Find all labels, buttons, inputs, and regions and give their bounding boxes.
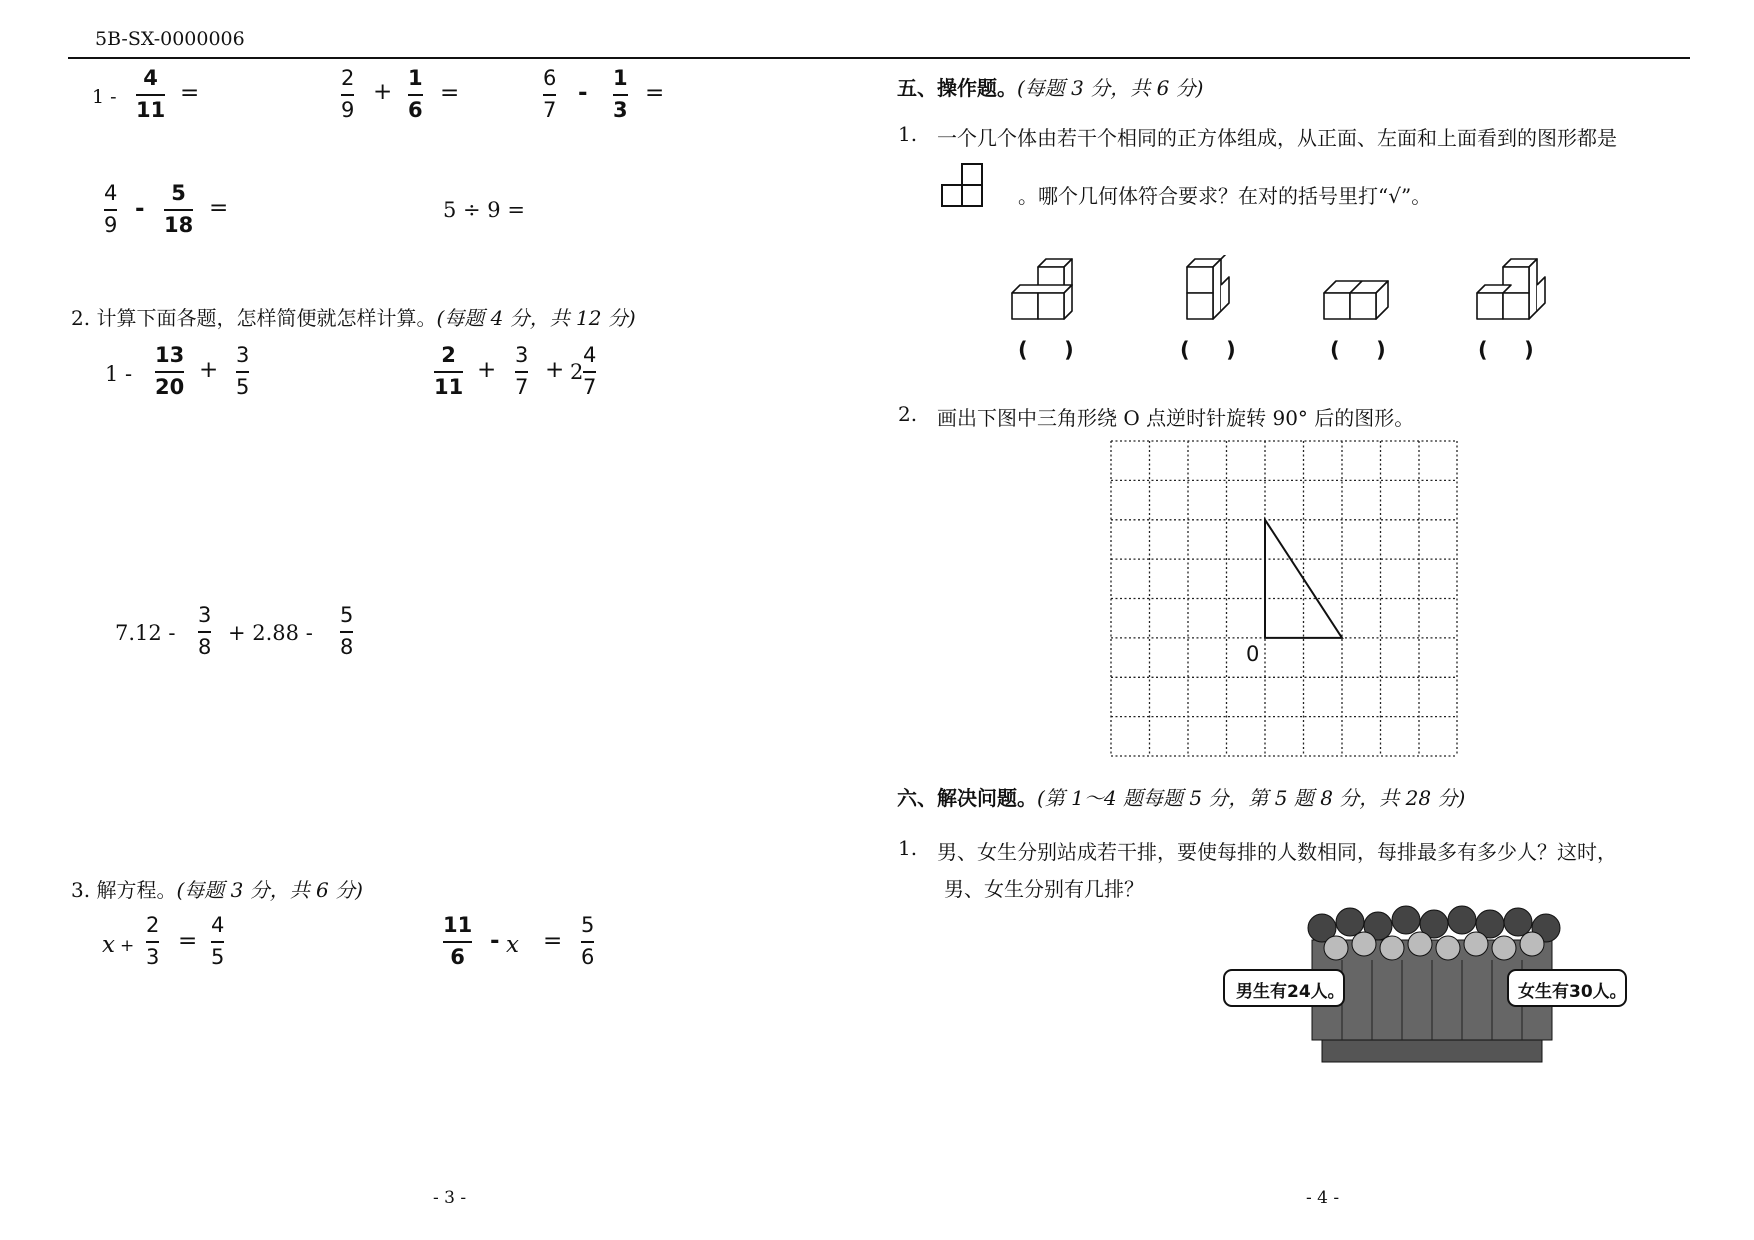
girls-count-bubble: 女生有30人。 bbox=[1518, 982, 1627, 1002]
middle-terms: + 2.88 - bbox=[228, 621, 313, 645]
denominator: 5 bbox=[211, 945, 225, 969]
numerator: 3 bbox=[515, 343, 529, 367]
numerator: 5 bbox=[340, 603, 354, 627]
fraction bbox=[434, 345, 463, 398]
question-number: 1. bbox=[898, 836, 918, 860]
point-o-label: 0 bbox=[1246, 642, 1260, 666]
numerator: 11 bbox=[443, 913, 473, 937]
cube-solid-d-icon bbox=[1477, 259, 1545, 319]
numerator: 2 bbox=[441, 343, 456, 367]
answer-paren-c[interactable]: ( ) bbox=[1330, 338, 1386, 362]
students-illustration bbox=[1222, 900, 1630, 1068]
plus-sign: + bbox=[120, 936, 135, 956]
variable-x: x bbox=[506, 932, 519, 958]
denominator: 5 bbox=[236, 375, 250, 399]
variable-x: x bbox=[102, 932, 115, 958]
denominator: 20 bbox=[155, 375, 185, 399]
equals-sign: = bbox=[543, 928, 563, 954]
fraction bbox=[583, 345, 596, 398]
fraction bbox=[155, 345, 184, 398]
cube-solid-b-icon bbox=[1187, 255, 1229, 319]
fraction bbox=[104, 183, 117, 236]
fraction bbox=[515, 345, 528, 398]
numerator: 1 bbox=[613, 66, 628, 90]
question-2-heading bbox=[71, 302, 636, 331]
section-5-heading bbox=[897, 72, 1203, 101]
denominator: 3 bbox=[146, 945, 160, 969]
numerator: 13 bbox=[155, 343, 185, 367]
fraction bbox=[613, 68, 628, 121]
numerator: 4 bbox=[104, 181, 118, 205]
triangle-shape bbox=[1265, 520, 1342, 638]
denominator: 6 bbox=[581, 945, 595, 969]
fraction bbox=[408, 68, 423, 121]
three-view-icon bbox=[940, 162, 986, 210]
minus-sign: - bbox=[135, 196, 145, 222]
fraction bbox=[341, 68, 354, 121]
fraction bbox=[443, 915, 472, 968]
denominator: 8 bbox=[198, 635, 212, 659]
fraction bbox=[236, 345, 249, 398]
denominator: 7 bbox=[583, 375, 597, 399]
fraction bbox=[146, 915, 159, 968]
numerator: 5 bbox=[581, 913, 595, 937]
numerator: 4 bbox=[583, 343, 597, 367]
lead: 1 - bbox=[92, 86, 117, 108]
numerator: 4 bbox=[143, 66, 158, 90]
numerator: 2 bbox=[146, 913, 160, 937]
minus-sign: - bbox=[490, 928, 500, 954]
denominator: 11 bbox=[136, 98, 166, 122]
plus-sign: + bbox=[373, 79, 393, 105]
numerator: 4 bbox=[211, 913, 225, 937]
question-number: 2. bbox=[898, 402, 918, 426]
section-title: 五、操作题。 bbox=[897, 76, 1017, 100]
answer-paren-d[interactable]: ( ) bbox=[1478, 338, 1534, 362]
denominator: 6 bbox=[450, 945, 465, 969]
page-number: - 3 - bbox=[433, 1188, 467, 1208]
numerator: 6 bbox=[543, 66, 557, 90]
denominator: 7 bbox=[515, 375, 529, 399]
fraction bbox=[340, 605, 353, 658]
answer-paren-a[interactable]: ( ) bbox=[1018, 338, 1074, 362]
denominator: 8 bbox=[340, 635, 354, 659]
denominator: 9 bbox=[104, 213, 118, 237]
equals-sign: = bbox=[645, 80, 665, 106]
cube-solid-c-icon bbox=[1324, 281, 1388, 319]
numerator: 3 bbox=[236, 343, 250, 367]
question-3-heading bbox=[71, 874, 363, 903]
cube-solid-a-icon bbox=[1012, 259, 1072, 319]
equals-sign: = bbox=[209, 195, 229, 221]
denominator: 6 bbox=[408, 98, 423, 122]
minus-sign: - bbox=[578, 80, 588, 106]
section-title: 六、解决问题。 bbox=[897, 786, 1037, 810]
plus-sign: + bbox=[477, 357, 497, 383]
question-title: 3. 解方程。 bbox=[71, 878, 177, 902]
question-number: 1. bbox=[898, 122, 918, 146]
denominator: 9 bbox=[341, 98, 355, 122]
question-text: 一个几个体由若干个相同的正方体组成，从正面、左面和上面看到的图形都是 bbox=[937, 126, 1617, 150]
cube-solids-figure bbox=[1010, 255, 1585, 335]
section-6-heading bbox=[897, 782, 1465, 811]
page-number: - 4 - bbox=[1306, 1188, 1340, 1208]
score-note: (第 1～4 题每题 5 分，第 5 题 8 分，共 28 分) bbox=[1037, 786, 1466, 810]
equals-sign: = bbox=[440, 80, 460, 106]
denominator: 18 bbox=[164, 213, 194, 237]
plus-sign: + bbox=[545, 357, 565, 383]
plus-sign: + bbox=[199, 357, 219, 383]
numerator: 2 bbox=[341, 66, 355, 90]
denominator: 7 bbox=[543, 98, 557, 122]
numerator: 5 bbox=[171, 181, 186, 205]
answer-paren-b[interactable]: ( ) bbox=[1180, 338, 1236, 362]
header-rule bbox=[68, 57, 1690, 59]
equals-sign: = bbox=[180, 80, 200, 106]
document-id: 5B-SX-0000006 bbox=[95, 28, 245, 50]
fraction bbox=[543, 68, 556, 121]
fraction bbox=[198, 605, 211, 658]
mixed-whole: 2 bbox=[570, 360, 584, 384]
fraction bbox=[136, 68, 165, 121]
rotation-grid[interactable] bbox=[1110, 438, 1470, 760]
fraction bbox=[211, 915, 224, 968]
question-text: 男、女生分别站成若干排，要使每排的人数相同，每排最多有多少人？这时， bbox=[937, 840, 1617, 864]
lead: 7.12 - bbox=[115, 621, 176, 645]
question-text-cont: 。哪个几何体符合要求？在对的括号里打“√”。 bbox=[1018, 184, 1432, 208]
boys-count-bubble: 男生有24人。 bbox=[1236, 982, 1345, 1002]
question-text: 画出下图中三角形绕 O 点逆时针旋转 90° 后的图形。 bbox=[937, 406, 1415, 430]
denominator: 11 bbox=[434, 375, 464, 399]
score-note: (每题 3 分，共 6 分) bbox=[176, 878, 363, 902]
question-title: 2. 计算下面各题，怎样简便就怎样计算。 bbox=[71, 306, 437, 330]
denominator: 3 bbox=[613, 98, 628, 122]
fraction bbox=[164, 183, 193, 236]
fraction bbox=[581, 915, 594, 968]
score-note: (每题 4 分，共 12 分) bbox=[436, 306, 636, 330]
numerator: 3 bbox=[198, 603, 212, 627]
score-note: (每题 3 分，共 6 分) bbox=[1017, 76, 1204, 100]
equals-sign: = bbox=[178, 928, 198, 954]
numerator: 1 bbox=[408, 66, 423, 90]
expr-5-div-9: 5 ÷ 9 = bbox=[443, 198, 525, 222]
question-text-cont: 男、女生分别有几排？ bbox=[944, 877, 1144, 901]
lead: 1 - bbox=[105, 362, 133, 386]
